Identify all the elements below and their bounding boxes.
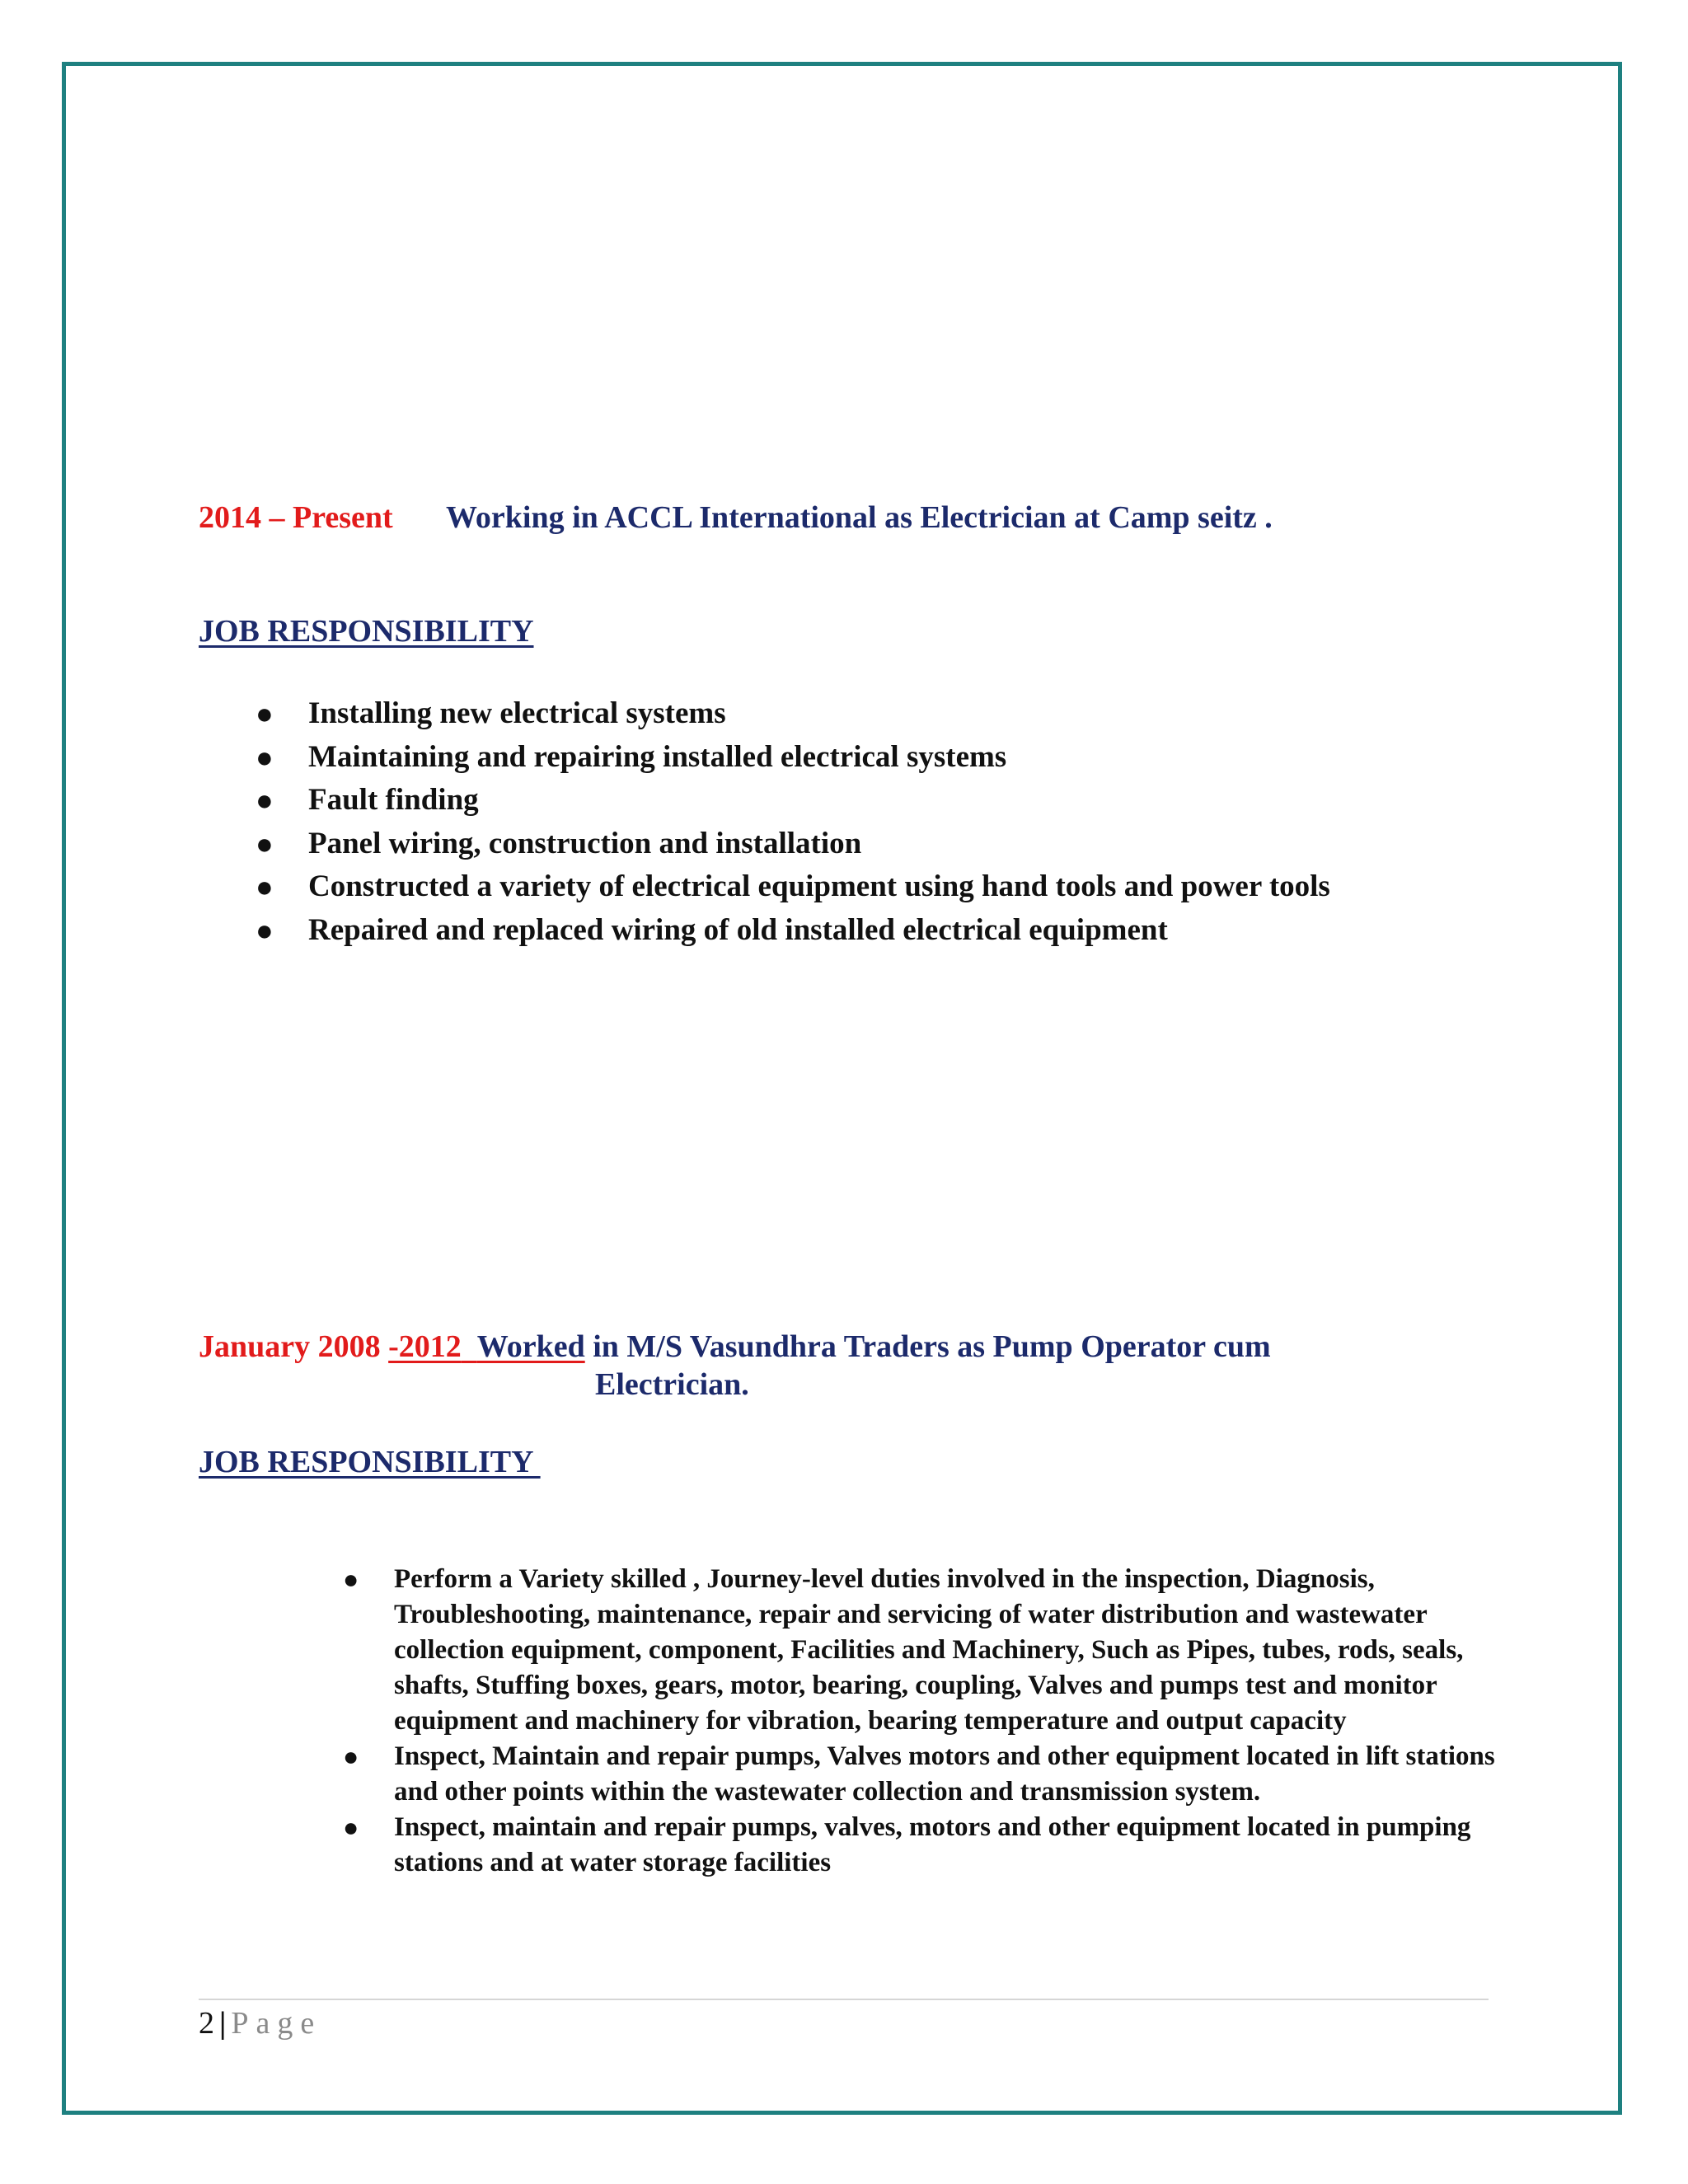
job2-spacer xyxy=(462,1329,477,1364)
job1-responsibility-heading: JOB RESPONSIBILITY xyxy=(199,614,534,649)
bullet-icon: ● xyxy=(256,784,274,817)
list-item-text: Inspect, Maintain and repair pumps, Valves motors and other equipment located in lift stations and other points within the wastewater collection and transmission system. xyxy=(394,1741,1495,1807)
page-label: Page xyxy=(231,2006,322,2041)
list-item xyxy=(338,1562,1508,1739)
job2-header xyxy=(199,1329,1271,1365)
job2-title: in M/S Vasundhra Traders as Pump Operator cum xyxy=(584,1329,1271,1364)
list-item xyxy=(251,909,1330,953)
bullet-icon: ● xyxy=(256,913,274,947)
job1-title: Working in ACCL International as Electrician at Camp seitz . xyxy=(446,500,1273,535)
job2-end-year: -2012 xyxy=(388,1329,462,1364)
job1-date: 2014 – Present xyxy=(199,500,393,535)
bullet-icon: ● xyxy=(256,827,274,860)
job2-date: January 2008 xyxy=(199,1329,389,1364)
bullet-icon: ● xyxy=(256,697,274,730)
bullet-icon: ● xyxy=(256,870,274,903)
list-item xyxy=(251,823,1330,866)
page-footer xyxy=(199,2005,321,2041)
bullet-icon: ● xyxy=(343,1564,359,1594)
job2-title-continued: Electrician. xyxy=(595,1367,749,1402)
list-item xyxy=(251,736,1330,780)
list-item xyxy=(338,1810,1508,1881)
bullet-icon: ● xyxy=(343,1741,359,1771)
bullet-icon: ● xyxy=(343,1812,359,1842)
footer-separator: | xyxy=(219,2006,227,2041)
list-item-text: Installing new electrical systems xyxy=(308,696,726,730)
list-item-text: Panel wiring, construction and installation xyxy=(308,826,862,860)
list-item xyxy=(251,692,1330,736)
footer-divider xyxy=(199,1999,1489,2000)
bullet-icon: ● xyxy=(256,740,274,774)
list-item-text: Inspect, maintain and repair pumps, valves, motors and other equipment located in pumping stations and at water storage facilities xyxy=(394,1812,1471,1877)
job1-responsibility-list xyxy=(251,692,1330,952)
list-item-text: Repaired and replaced wiring of old installed electrical equipment xyxy=(308,912,1168,947)
page-number: 2 xyxy=(199,2006,214,2041)
list-item xyxy=(338,1739,1508,1810)
list-item xyxy=(251,865,1330,909)
list-item-text: Fault finding xyxy=(308,783,479,817)
list-item-text: Perform a Variety skilled , Journey-level duties involved in the inspection, Diagnosis, Troubleshooting, maintenance, repair and servicing of water distribution and wastewater collection equipment, component, Facilities and Machinery, Such as Pipes, tubes, rods, seals, shafts, Stuffing boxes, gears, motor, bearing, coupling, Valves and pumps test and monitor equipment and machinery for vibration, bearing temperature and output capacity xyxy=(394,1564,1464,1736)
list-item-text: Maintaining and repairing installed electrical systems xyxy=(308,739,1007,774)
job2-responsibility-heading: JOB RESPONSIBILITY xyxy=(199,1445,541,1479)
job2-responsibility-list xyxy=(338,1562,1508,1881)
list-item xyxy=(251,779,1330,823)
list-item-text: Constructed a variety of electrical equipment using hand tools and power tools xyxy=(308,869,1330,903)
job2-worked: Worked xyxy=(476,1329,585,1364)
